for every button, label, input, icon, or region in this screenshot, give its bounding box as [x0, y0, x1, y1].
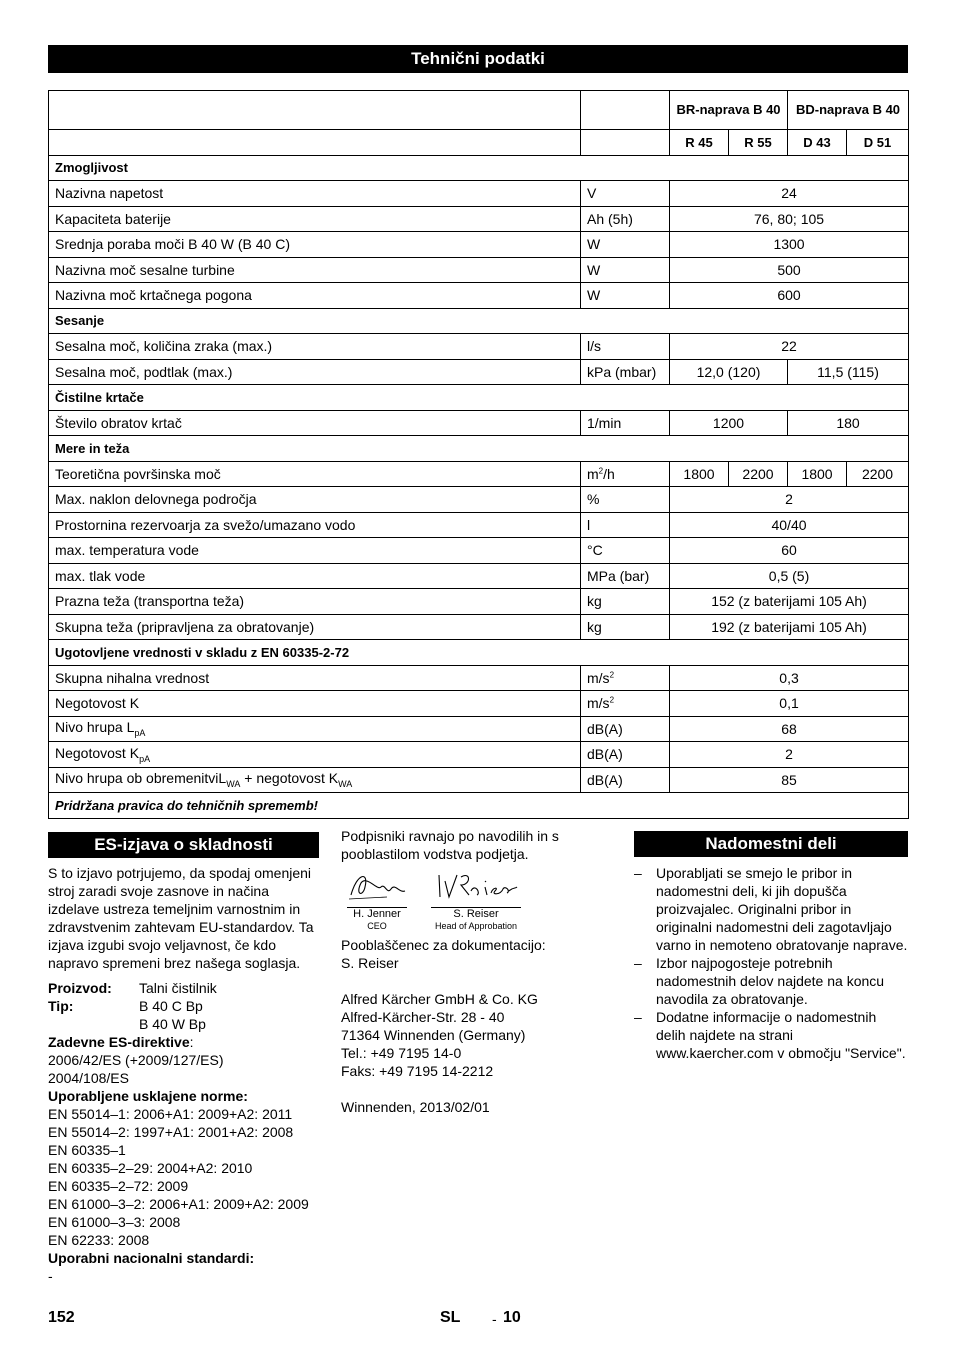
es-intro: S to izjavo potrjujemo, da spodaj omenjeni stroj zaradi svoje zasnove in načina izdelave ustreza temeljnim varnostnim in zdravstvenim zahtevam EU-standardov. Ta izjava izgubi svojo veljavnost, če kdo napravo spremeni brez našega soglasja.: [48, 865, 314, 971]
table-row: Negotovost K $m/s^2$ 0,1: [49, 691, 909, 717]
page-number: 152: [48, 1309, 75, 1326]
documentation-name: S. Reiser: [341, 955, 399, 971]
signatories-column: [341, 827, 621, 1116]
model-d51: D 51: [847, 130, 909, 156]
table-row: Srednja poraba moči B 40 W (B 40 C) W 1300: [49, 232, 909, 258]
table-row: Nazivna moč krtačnega pogona W 600: [49, 283, 909, 309]
table-row: Skupna nihalna vrednost $m/s^2$ 0,3: [49, 665, 909, 691]
model-header-row: [49, 130, 909, 156]
signature-jenner: H. Jenner CEO: [347, 869, 407, 932]
norm-item: EN 60335–2–72: 2009: [48, 1178, 189, 1194]
place-date: Winnenden, 2013/02/01: [341, 1099, 490, 1115]
table-row: Sesalna moč, podtlak (max.) kPa (mbar) 12,0 (120) 11,5 (115): [49, 359, 909, 385]
company-line: Alfred-Kärcher-Str. 28 - 40: [341, 1009, 505, 1025]
signatures: [341, 869, 621, 931]
table-row: Sesalna moč, količina zraka (max.) l/s 22: [49, 334, 909, 360]
section-row: Mere in teža: [49, 436, 909, 462]
norm-item: EN 61000–3–2: 2006+A1: 2009+A2: 2009: [48, 1196, 309, 1212]
norm-item: EN 61000–3–3: 2008: [48, 1214, 181, 1230]
product-row: Proizvod: Talni čistilnik: [48, 980, 217, 996]
norm-item: EN 62233: 2008: [48, 1232, 150, 1248]
norm-item: EN 60335–2–29: 2004+A2: 2010: [48, 1160, 253, 1176]
spare-parts-list: [634, 864, 908, 1062]
signature-jenner-graphic: [347, 869, 407, 903]
table-row: Nazivna moč sesalne turbine W 500: [49, 257, 909, 283]
es-declaration-title: ES-izjava o skladnosti: [48, 832, 319, 858]
spare-parts-title: Nadomestni deli: [634, 831, 908, 857]
table-row: Število obratov krtač 1/min 1200 180: [49, 410, 909, 436]
br-header: BR-naprava B 40: [670, 91, 788, 130]
signature-reiser-graphic: [431, 869, 521, 903]
company-line: Alfred Kärcher GmbH & Co. KG: [341, 991, 538, 1007]
tech-data-title: Tehnični podatki: [48, 45, 908, 73]
company-line: Faks: +49 7195 14-2212: [341, 1063, 494, 1079]
company-line: 71364 Winnenden (Germany): [341, 1027, 526, 1043]
section-row: Zmogljivost: [49, 155, 909, 181]
norm-item: EN 55014–1: 2006+A1: 2009+A2: 2011: [48, 1106, 293, 1122]
norm-item: EN 60335–1: [48, 1142, 126, 1158]
directive-item: 2004/108/ES: [48, 1070, 129, 1086]
model-r55: R 55: [729, 130, 788, 156]
model-r45: R 45: [670, 130, 729, 156]
table-row: Prazna teža (transportna teža) kg 152 (z baterijami 105 Ah): [49, 589, 909, 615]
norm-item: EN 55014–2: 1997+A1: 2001+A2: 2008: [48, 1124, 294, 1140]
type-row: Tip: B 40 C Bp B 40 W Bp: [48, 998, 206, 1032]
es-declaration-column: S to izjavo potrjujemo, da spodaj omenjeni stroj zaradi svoje zasnove in načina izdelave ustreza temeljnim varnostnim in zdravstvenim zahtevam EU-standardov. Ta izjava izgubi svojo veljavnost, če kdo napravo spremeni brez našega soglasja. Proizvod: Talni čistilnik Tip: B 40 C Bp B 40 W Bp Zadevne ES-direktive: 2006/42/ES (+2009/127/ES) 2004/108/ES Uporabljene usklajene norme: EN 55014–1: 2006+A1: 2009+A2: 2011 EN 55014–2: 1997+A1: 2001+A2: 2008 EN 60335–1 EN 60335–2–29: 2004+A2: 2010 EN 60335–2–72: 2009 EN 61000–3–2: 2006+A1: 2009+A2: 2009 EN 61000–3–3: 2008 EN 62233: 2008 Uporabni nacionalni standardi: -: [48, 864, 323, 1285]
section-row: Ugotovljene vrednosti v skladu z EN 60335-2-72: [49, 640, 909, 666]
table-row: Nivo hrupa ob obremenitviL$_{WA}$ + negotovost $K_{WA}$ dB(A) 85: [49, 767, 909, 793]
table-row: Prostornina rezervoarja za svežo/umazano vodo l 40/40: [49, 512, 909, 538]
bd-header: BD-naprava B 40: [788, 91, 909, 130]
table-header-row: [49, 91, 909, 130]
spare-parts-column: [634, 864, 908, 1062]
signature-reiser: S. Reiser Head of Approbation: [431, 869, 521, 932]
table-row: Nivo hrupa $L_{pA}$ dB(A) 68: [49, 716, 909, 742]
section-row: Čistilne krtače: [49, 385, 909, 411]
list-item: – Uporabljati se smejo le pribor in nadomestni deli, ki jih dopušča proizvajalec. Originalni pribor in originalni nadomestni deli zagotavljajo varno in nemoteno obratovanje naprave.: [634, 865, 908, 953]
table-row: Negotovost $K_{pA}$ dB(A) 2: [49, 742, 909, 768]
company-line: Tel.: +49 7195 14-0: [341, 1045, 462, 1061]
documentation-label: Pooblaščenec za dokumentacijo:: [341, 937, 546, 953]
table-row: Kapaciteta baterije Ah (5h) 76, 80; 105: [49, 206, 909, 232]
table-row: max. tlak vode MPa (bar) 0,5 (5): [49, 563, 909, 589]
table-row: Max. naklon delovnega področja % 2: [49, 487, 909, 513]
signatories-intro: Podpisniki ravnajo po navodilih in s pooblastilom vodstva podjetja.: [341, 828, 559, 862]
table-row: Nazivna napetost V 24: [49, 181, 909, 207]
section-page-number: 10: [503, 1309, 521, 1326]
list-item: – Dodatne informacije o nadomestnih delih najdete na strani www.kaercher.com v območju "Service".: [634, 1009, 906, 1061]
table-row: Skupna teža (pripravljena za obratovanje) kg 192 (z baterijami 105 Ah): [49, 614, 909, 640]
directive-item: 2006/42/ES (+2009/127/ES): [48, 1052, 224, 1068]
section-row: Sesanje: [49, 308, 909, 334]
language-code: SL: [440, 1309, 461, 1326]
model-d43: D 43: [788, 130, 847, 156]
footnote-row: Pridržana pravica do tehničnih sprememb!: [49, 793, 909, 819]
footer-separator: -: [492, 1311, 497, 1327]
tech-data-table: [48, 90, 909, 819]
table-row: Teoretična površinska moč $m^2/h$ 1800 2200 1800 2200: [49, 461, 909, 487]
list-item: – Izbor najpogosteje potrebnih nadomestnih delov najdete na koncu navodila za obratovanje.: [634, 955, 885, 1007]
table-row: max. temperatura vode °C 60: [49, 538, 909, 564]
